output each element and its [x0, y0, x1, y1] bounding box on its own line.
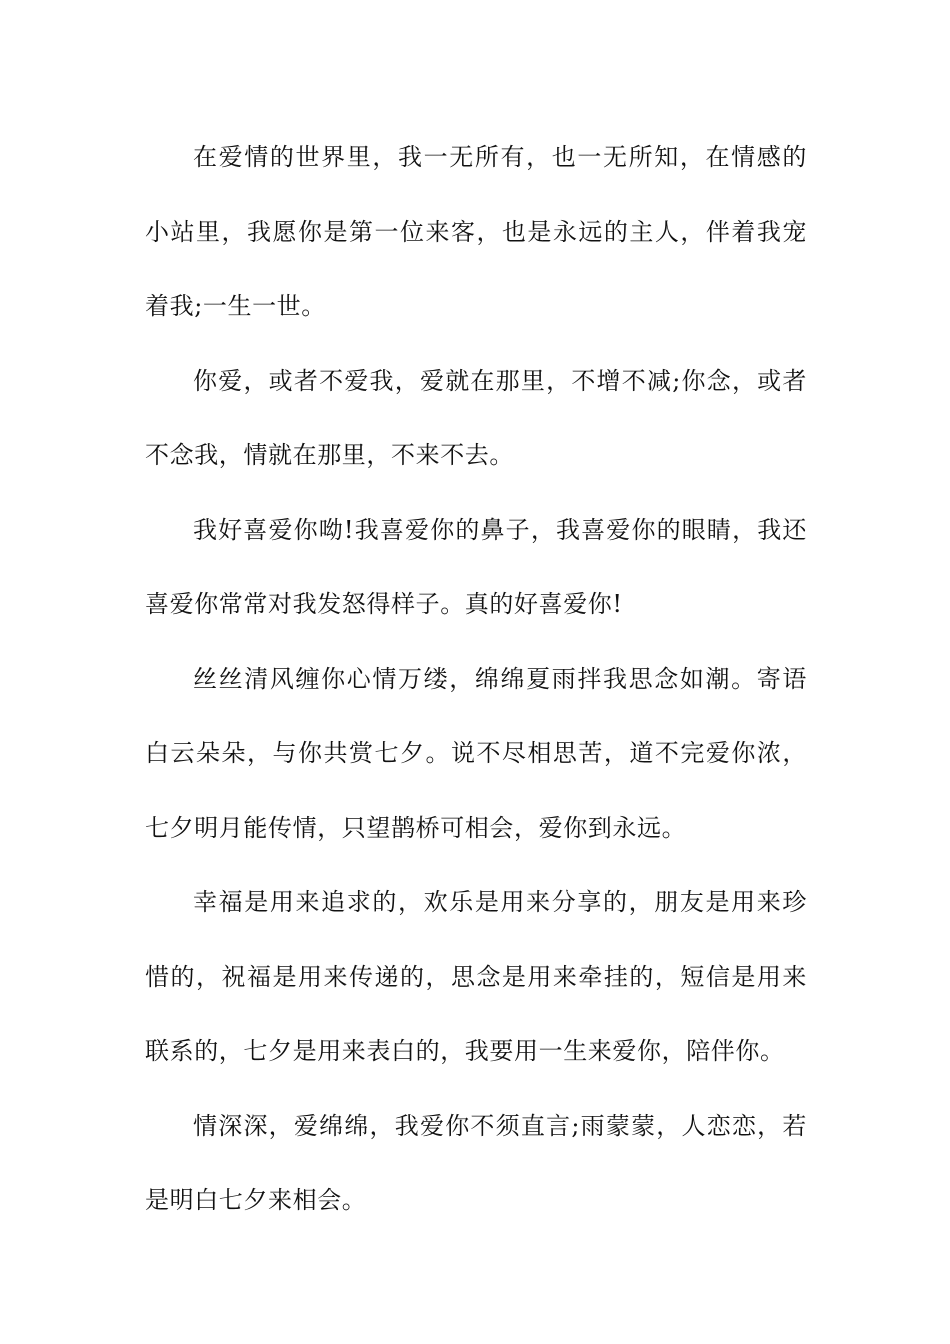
document-body	[145, 120, 807, 1238]
paragraph: 丝丝清风缠你心情万缕，绵绵夏雨拌我思念如潮。寄语白云朵朵，与你共赏七夕。说不尽相思苦，道不完爱你浓，七夕明月能传情，只望鹊桥可相会，爱你到永远。	[145, 664, 807, 842]
paragraph: 在爱情的世界里，我一无所有，也一无所知，在情感的小站里，我愿你是第一位来客，也是永远的主人，伴着我宠着我;一生一世。	[145, 143, 807, 320]
paragraph: 我好喜爱你呦!我喜爱你的鼻子，我喜爱你的眼睛，我还喜爱你常常对我发怒得样子。真的好喜爱你!	[145, 515, 807, 618]
paragraph: 幸福是用来追求的，欢乐是用来分享的，朋友是用来珍惜的，祝福是用来传递的，思念是用来牵挂的，短信是用来联系的，七夕是用来表白的，我要用一生来爱你，陪伴你。	[145, 888, 807, 1065]
paragraph: 情深深，爱绵绵，我爱你不须直言;雨蒙蒙，人恋恋，若是明白七夕来相会。	[145, 1111, 807, 1214]
paragraph: 你爱，或者不爱我，爱就在那里，不增不减;你念，或者不念我，情就在那里，不来不去。	[145, 366, 807, 469]
